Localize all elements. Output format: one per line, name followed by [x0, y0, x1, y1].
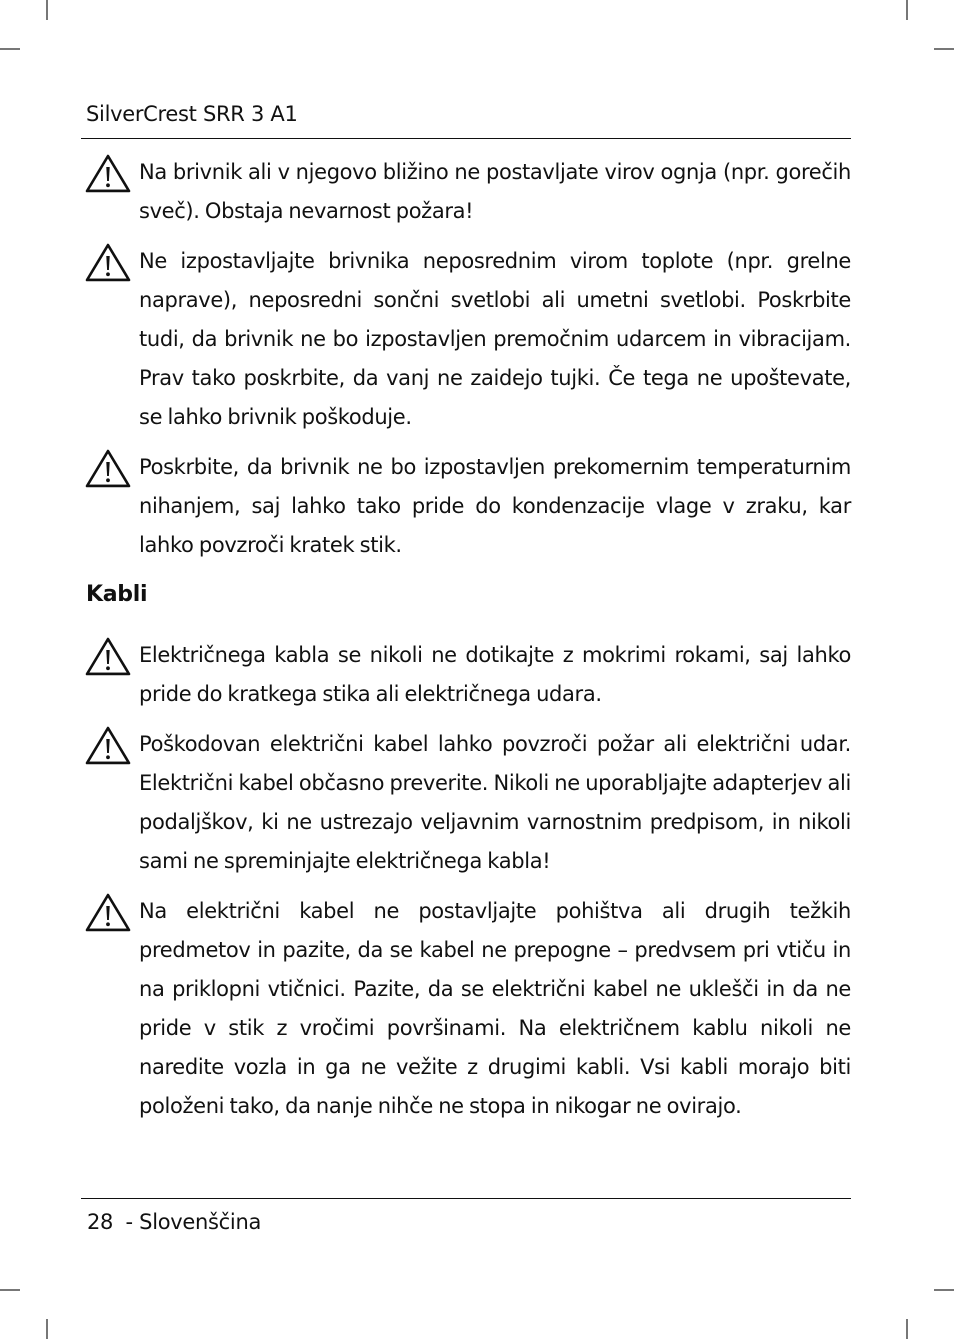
crop-mark: [46, 0, 48, 20]
warning-text: Poskrbite, da brivnik ne bo izpostavljen prekomernim temperaturnim nihanjem, saj lahko tako pride do kondenzacije vlage v zraku, kar lahko povzroči kratek stik.: [139, 455, 851, 557]
warning-text: Poškodovan električni kabel lahko povzroči požar ali električni udar. Električni kabel občasno preverite. Nikoli ne uporabljajte adapterjev ali podaljškov, ki ne ustrezajo veljavnim varnostnim predpisom, in nikoli sami ne spreminjajte električnega kabla!: [139, 732, 851, 873]
warning-triangle-icon: [85, 448, 131, 488]
section-title: Kabli: [86, 582, 148, 607]
crop-mark: [906, 1319, 908, 1339]
crop-mark: [906, 0, 908, 20]
warning-triangle-icon: [85, 636, 131, 676]
warning-block: [85, 892, 851, 1126]
footer-language: - Slovenščina: [125, 1210, 262, 1234]
crop-mark: [934, 1289, 954, 1291]
warning-block: [85, 153, 851, 231]
crop-mark: [0, 1289, 20, 1291]
crop-mark: [46, 1319, 48, 1339]
crop-mark: [934, 48, 954, 50]
footer-rule: [81, 1198, 851, 1199]
warning-block: [85, 448, 851, 565]
page-number: 28: [87, 1210, 114, 1234]
page-header: SilverCrest SRR 3 A1: [86, 102, 298, 126]
warning-text: Ne izpostavljajte brivnika neposrednim virom toplote (npr. grelne naprave), neposredni sončni svetlobi ali umetni svetlobi. Poskrbite tudi, da brivnik ne bo izpostavljen premočnim udarcem in vibracijam. Prav tako poskrbite, da vanj ne zaidejo tujki. Če tega ne upoštevate, se lahko brivnik poškoduje.: [139, 249, 851, 429]
warning-triangle-icon: [85, 892, 131, 932]
warning-triangle-icon: [85, 725, 131, 765]
warning-block: [85, 636, 851, 714]
warning-text: Na električni kabel ne postavljajte pohištva ali drugih težkih predmetov in pazite, da se kabel ne prepogne – predvsem pri vtiču in na priklopni vtičnici. Pazite, da se električni kabel ne uklešči in da ne pride v stik z vročimi površinami. Na električnem kablu nikoli ne naredite vozla in ga ne vežite z drugimi kabli. Vsi kabli morajo biti položeni tako, da nanje nihče ne stopa in nikogar ne ovirajo.: [139, 899, 851, 1118]
warning-triangle-icon: [85, 153, 131, 193]
warning-text: Električnega kabla se nikoli ne dotikajte z mokrimi rokami, saj lahko pride do kratkega stika ali električnega udara.: [139, 643, 851, 706]
page-footer: [87, 1208, 261, 1236]
warning-block: [85, 725, 851, 881]
warning-triangle-icon: [85, 242, 131, 282]
header-rule: [81, 138, 851, 139]
crop-mark: [0, 48, 20, 50]
warning-text: Na brivnik ali v njegovo bližino ne postavljate virov ognja (npr. gorečih sveč). Obstaja nevarnost požara!: [139, 160, 851, 223]
warning-block: [85, 242, 851, 437]
